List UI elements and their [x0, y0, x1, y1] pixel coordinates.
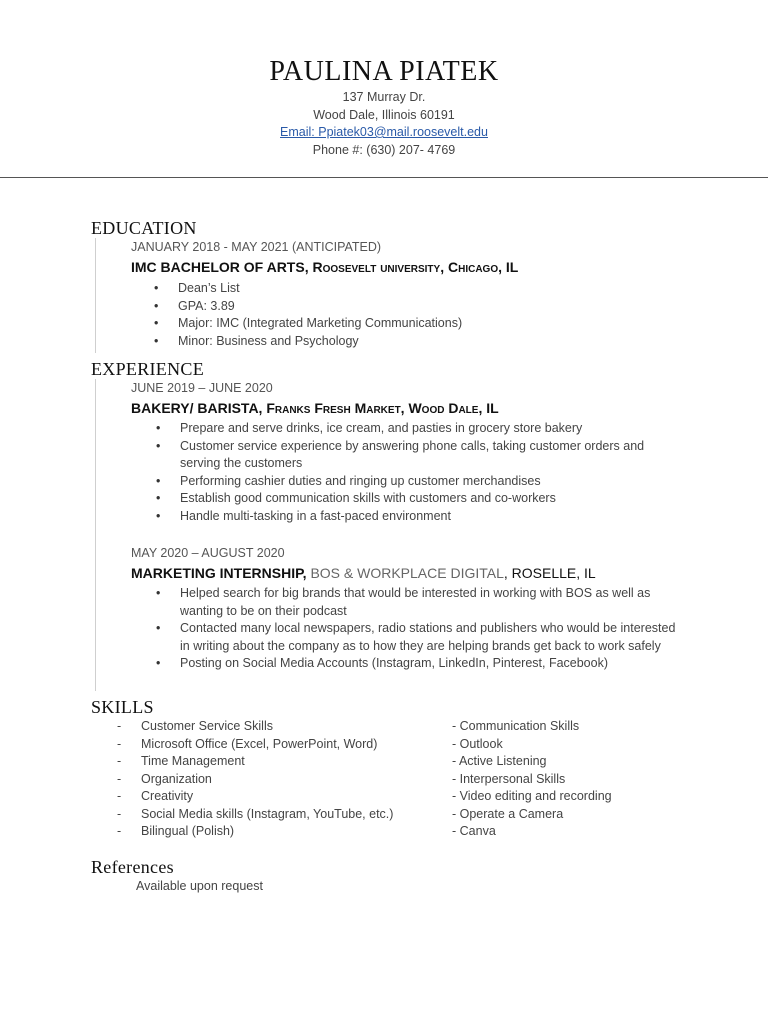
degree: IMC BACHELOR OF ARTS, [131, 259, 313, 275]
list-item: • Minor: Business and Psychology [154, 333, 674, 351]
job-1-date: JUNE 2019 – JUNE 2020 [131, 381, 273, 395]
skills-heading: SKILLS [91, 697, 154, 717]
skill-item: Bilingual (Polish) [141, 824, 235, 838]
job-2-bullets [156, 585, 676, 673]
experience-rule [95, 379, 96, 691]
skill-item: - Outlook [452, 736, 503, 751]
list-item: • Posting on Social Media Accounts (Instagram, LinkedIn, Pinterest, Facebook) [156, 655, 676, 673]
job-1-title-line: BAKERY/ BARISTA, Franks Fresh Market, Wood Dale, IL [131, 400, 499, 416]
job-1-role: BAKERY/ BARISTA, [131, 400, 267, 416]
skill-item: Organization [141, 771, 212, 786]
phone-number: Phone #: (630) 207- 4769 [312, 143, 456, 157]
skill-item: - Operate a Camera [452, 806, 564, 821]
list-item: • Handle multi-tasking in a fast-paced environment [156, 508, 676, 526]
job-1-bullets [156, 420, 676, 526]
list-item: • Contacted many local newspapers, radio stations and publishers who would be interested in writing about the company as to how they are helping brands get back to work safely [156, 620, 676, 655]
skills-dashes: - - - - - - - [117, 719, 122, 838]
skill-item: - Canva [452, 824, 496, 838]
email-link[interactable]: Email: Ppiatek03@mail.roosevelt.edu [280, 125, 488, 139]
school-name: Roosevelt university [312, 259, 441, 275]
skill-item: - Active Listening [452, 754, 547, 768]
references-heading: References [91, 857, 174, 877]
job-1-location: Wood Dale, IL [408, 400, 499, 416]
list-item: • Helped search for big brands that would be interested in working with BOS as well as wanting to be on their podcast [156, 585, 676, 620]
education-degree-line: IMC BACHELOR OF ARTS, Roosevelt university, Chicago, IL [131, 259, 519, 275]
education-heading: EDUCATION [91, 218, 197, 238]
job-2-org: BOS & WORKPLACE DIGITAL [310, 565, 504, 581]
job-2-location: ROSELLE, IL [511, 565, 596, 581]
list-item: • Performing cashier duties and ringing up customer merchandises [156, 473, 676, 491]
education-date: JANUARY 2018 - MAY 2021 (ANTICIPATED) [131, 240, 382, 254]
skill-item: - Video editing and recording [452, 789, 612, 803]
skill-item: Microsoft Office (Excel, PowerPoint, Word) [141, 736, 378, 751]
skill-item: - Communication Skills [452, 719, 580, 733]
list-item: • Prepare and serve drinks, ice cream, and pasties in grocery store bakery [156, 420, 676, 438]
list-item: • GPA: 3.89 [154, 298, 674, 316]
skill-item: - Interpersonal Skills [452, 771, 566, 786]
education-bullets [154, 280, 674, 350]
list-item: • Dean’s List [154, 280, 674, 298]
references-text: Available upon request [136, 879, 263, 893]
education-rule [95, 238, 96, 353]
skills-left-column [141, 718, 441, 841]
list-item: • Establish good communication skills with customers and co-workers [156, 490, 676, 508]
skill-item: Customer Service Skills [141, 719, 273, 733]
list-item: • Customer service experience by answering phone calls, taking customer orders and serving the customers [156, 438, 676, 473]
address-street: 137 Murray Dr. [342, 90, 426, 104]
skill-item: Creativity [141, 789, 194, 803]
skill-item: Time Management [141, 754, 245, 768]
school-location: Chicago, IL [448, 259, 519, 275]
header-divider [0, 177, 768, 178]
job-2-date: MAY 2020 – AUGUST 2020 [131, 546, 285, 560]
skills-right-column [452, 718, 712, 841]
skill-item: Social Media skills (Instagram, YouTube, etc.) [141, 806, 394, 821]
job-2-role: MARKETING INTERNSHIP, [131, 565, 311, 581]
address-city: Wood Dale, Illinois 60191 [313, 108, 455, 122]
experience-heading: EXPERIENCE [91, 359, 204, 379]
job-2-title-line: MARKETING INTERNSHIP, BOS & WORKPLACE DIGITAL, ROSELLE, IL [131, 565, 596, 581]
job-1-org: Franks Fresh Market [266, 400, 401, 416]
resume-name: PAULINA PIATEK [269, 56, 499, 87]
list-item: • Major: IMC (Integrated Marketing Communications) [154, 315, 674, 333]
